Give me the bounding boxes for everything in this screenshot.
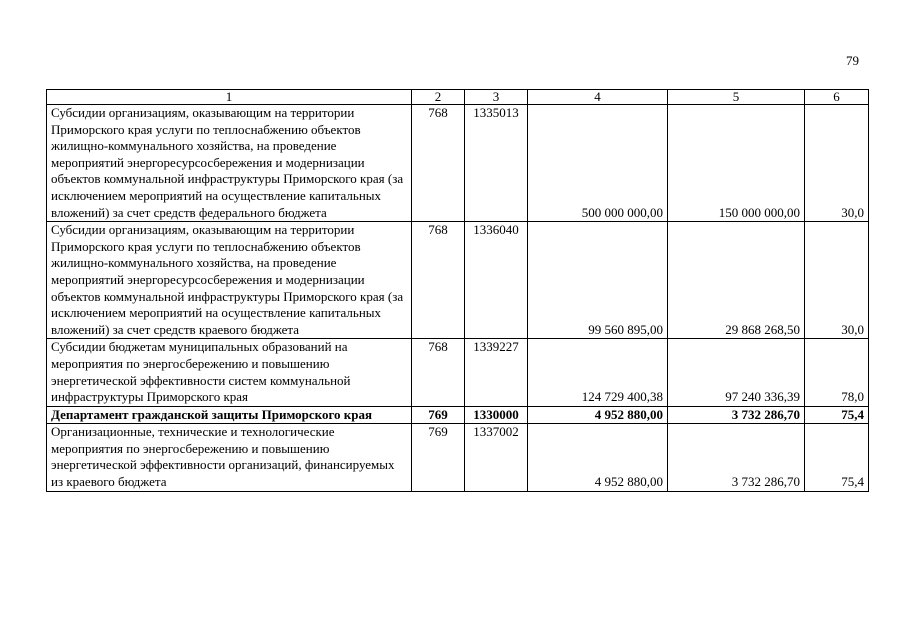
row-code-cell: 768 [412, 339, 465, 406]
row-code-cell: 768 [412, 105, 465, 222]
row-percent-cell: 30,0 [805, 105, 869, 222]
page-number: 79 [846, 53, 859, 68]
column-header-3: 3 [465, 90, 528, 105]
row-plan-cell: 4 952 880,00 [528, 424, 668, 491]
row-plan-cell: 99 560 895,00 [528, 222, 668, 339]
row-actual-cell: 150 000 000,00 [668, 105, 805, 222]
column-header-1: 1 [47, 90, 412, 105]
row-target-cell: 1330000 [465, 406, 528, 424]
row-target-cell: 1339227 [465, 339, 528, 406]
row-actual-cell: 29 868 268,50 [668, 222, 805, 339]
row-actual-cell: 3 732 286,70 [668, 406, 805, 424]
table-row [47, 339, 869, 406]
row-code-cell: 769 [412, 406, 465, 424]
budget-table [46, 89, 869, 492]
table-row [47, 105, 869, 222]
row-plan-cell: 124 729 400,38 [528, 339, 668, 406]
column-header-6: 6 [805, 90, 869, 105]
row-actual-cell: 3 732 286,70 [668, 424, 805, 491]
row-percent-cell: 75,4 [805, 424, 869, 491]
row-name-cell: Субсидии бюджетам муниципальных образований на мероприятия по энергосбережению и повышению энергетической эффективности систем коммунальной инфраструктуры Приморского края [47, 339, 412, 406]
column-header-4: 4 [528, 90, 668, 105]
row-name-cell: Субсидии организациям, оказывающим на территории Приморского края услуги по теплоснабжению объектов жилищно-коммунального хозяйства, на проведение мероприятий энергоресурсосбережения и модернизации объектов коммунальной инфраструктуры Приморского края (за исключением мероприятий на осуществление капитальных вложений) за счет средств краевого бюджета [47, 222, 412, 339]
row-actual-cell: 97 240 336,39 [668, 339, 805, 406]
table-row [47, 424, 869, 491]
row-target-cell: 1336040 [465, 222, 528, 339]
row-name-cell: Субсидии организациям, оказывающим на территории Приморского края услуги по теплоснабжению объектов жилищно-коммунального хозяйства, на проведение мероприятий энергоресурсосбережения и модернизации объектов коммунальной инфраструктуры Приморского края (за исключением мероприятий на осуществление капитальных вложений) за счет средств федерального бюджета [47, 105, 412, 222]
row-target-cell: 1337002 [465, 424, 528, 491]
row-plan-cell: 4 952 880,00 [528, 406, 668, 424]
row-percent-cell: 30,0 [805, 222, 869, 339]
row-target-cell: 1335013 [465, 105, 528, 222]
row-code-cell: 768 [412, 222, 465, 339]
table-row [47, 222, 869, 339]
column-header-2: 2 [412, 90, 465, 105]
row-name-cell: Департамент гражданской защиты Приморского края [47, 406, 412, 424]
row-name-cell: Организационные, технические и технологические мероприятия по энергосбережению и повышению энергетической эффективности организаций, финансируемых из краевого бюджета [47, 424, 412, 491]
row-plan-cell: 500 000 000,00 [528, 105, 668, 222]
table-row-department [47, 406, 869, 424]
column-header-5: 5 [668, 90, 805, 105]
row-percent-cell: 78,0 [805, 339, 869, 406]
row-code-cell: 769 [412, 424, 465, 491]
table-header-row [47, 90, 869, 105]
row-percent-cell: 75,4 [805, 406, 869, 424]
